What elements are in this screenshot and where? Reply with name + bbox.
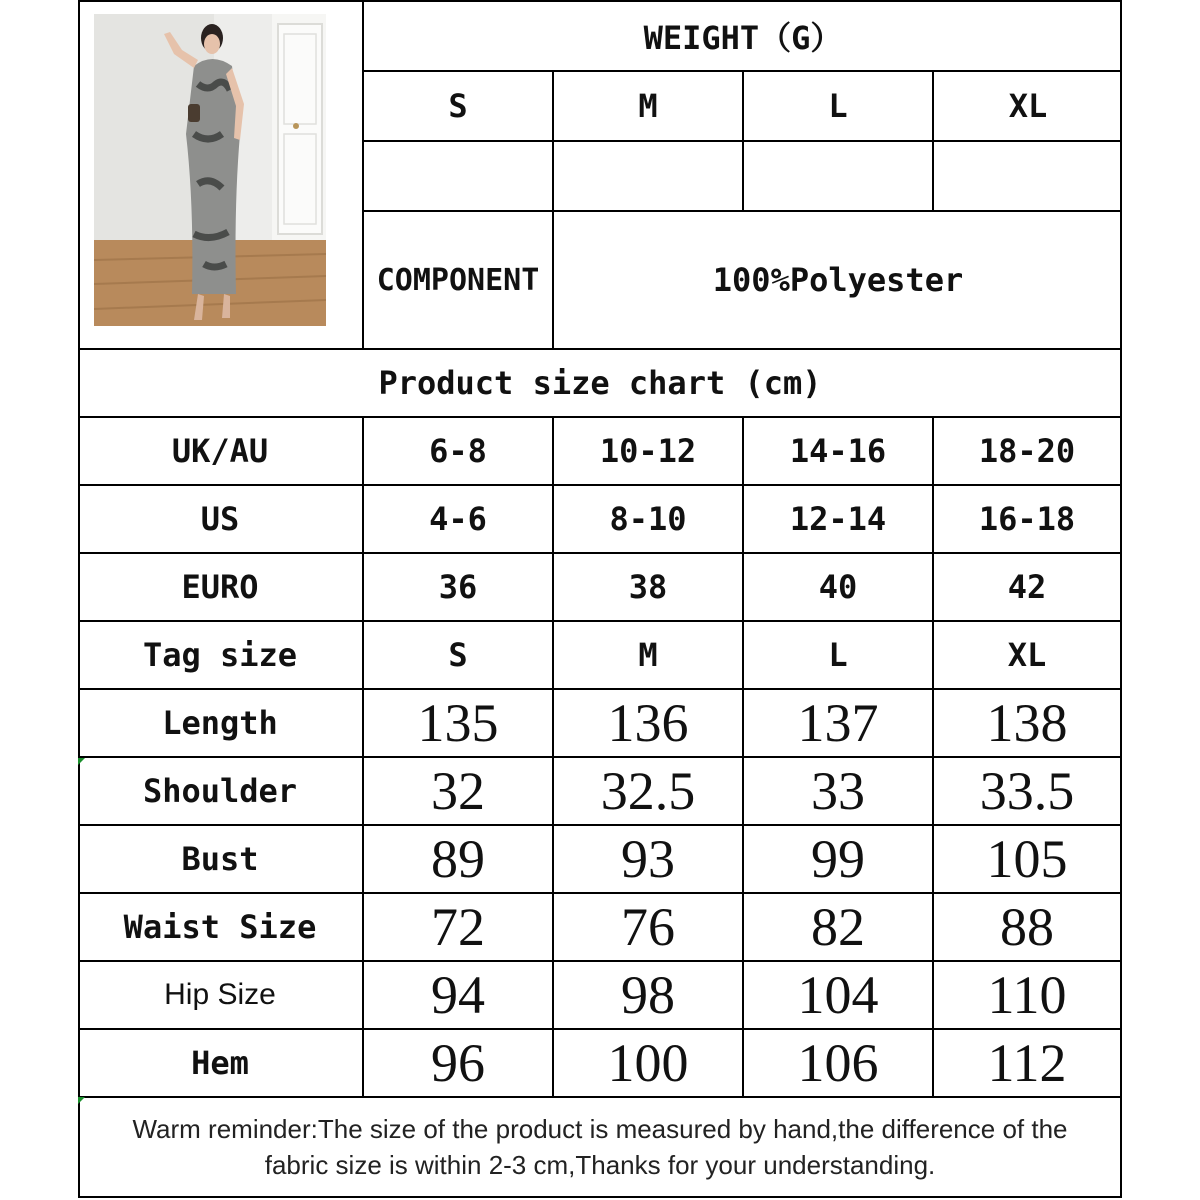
table-cell: 96 [431, 1033, 485, 1093]
table-cell: 32.5 [600, 761, 696, 821]
size-chart-title: Product size chart (cm) [378, 364, 822, 402]
row-label: Tag size [142, 636, 298, 674]
component-value: 100%Polyester [712, 261, 964, 299]
row-label: Hem [191, 1044, 249, 1082]
table-cell: 38 [628, 568, 668, 606]
table-cell: 137 [797, 693, 879, 753]
table-cell: L [828, 636, 848, 674]
component-label: COMPONENT [376, 262, 540, 298]
table-cell: 112 [987, 1033, 1067, 1093]
weight-title: WEIGHT（G） [643, 19, 843, 57]
table-cell: 89 [431, 829, 485, 889]
weight-value-l [744, 142, 932, 210]
table-cell: XL [1007, 636, 1047, 674]
table-cell: 32 [431, 761, 485, 821]
table-cell: 10-12 [599, 432, 697, 470]
warm-reminder [78, 1098, 1122, 1198]
size-header-s: S [448, 87, 468, 125]
table-cell: 88 [1000, 897, 1054, 957]
size-header-l: L [828, 87, 848, 125]
table-cell: 106 [797, 1033, 879, 1093]
table-cell: 6-8 [429, 432, 487, 470]
size-chart-sheet [78, 0, 1122, 1198]
size-header-m: M [638, 87, 658, 125]
table-cell: 136 [607, 693, 689, 753]
table-cell: 33 [811, 761, 865, 821]
table-cell: 12-14 [789, 500, 887, 538]
row-label: EURO [181, 568, 259, 606]
table-cell: 94 [431, 965, 485, 1025]
table-cell: 4-6 [429, 500, 487, 538]
row-label: Bust [181, 840, 259, 878]
table-cell: 76 [621, 897, 675, 957]
row-label: Hip Size [164, 978, 276, 1011]
table-cell: 14-16 [789, 432, 887, 470]
table-cell: 93 [621, 829, 675, 889]
table-cell: 100 [607, 1033, 689, 1093]
table-cell: 36 [438, 568, 478, 606]
weight-value-m [554, 142, 742, 210]
weight-value-xl [934, 142, 1122, 210]
table-cell: 105 [986, 829, 1068, 889]
table-cell: 42 [1007, 568, 1047, 606]
row-label: UK/AU [171, 432, 269, 470]
corner-mark [78, 758, 85, 765]
table-cell: 82 [811, 897, 865, 957]
row-label: Waist Size [123, 908, 317, 946]
table-cell: 16-18 [978, 500, 1076, 538]
row-label: Shoulder [142, 772, 298, 810]
row-label: US [200, 500, 240, 538]
table-cell: 33.5 [979, 761, 1075, 821]
table-cell: S [448, 636, 468, 674]
size-header-xl: XL [1008, 87, 1048, 125]
table-cell: 40 [818, 568, 858, 606]
table-cell: 110 [987, 965, 1067, 1025]
table-cell: 104 [797, 965, 879, 1025]
table-cell: 98 [621, 965, 675, 1025]
table-cell: 72 [431, 897, 485, 957]
table-cell: 8-10 [609, 500, 687, 538]
table-cell: 138 [986, 693, 1068, 753]
reminder-line-2: fabric size is within 2-3 cm,Thanks for your understanding. [264, 1150, 936, 1180]
row-label: Length [162, 704, 278, 742]
weight-value-s [364, 142, 552, 210]
table-cell: M [638, 636, 658, 674]
table-cell: 135 [417, 693, 499, 753]
table-cell: 18-20 [978, 432, 1076, 470]
reminder-line-1: Warm reminder:The size of the product is measured by hand,the difference of the [132, 1114, 1068, 1145]
table-cell: 99 [811, 829, 865, 889]
product-photo [94, 14, 326, 326]
